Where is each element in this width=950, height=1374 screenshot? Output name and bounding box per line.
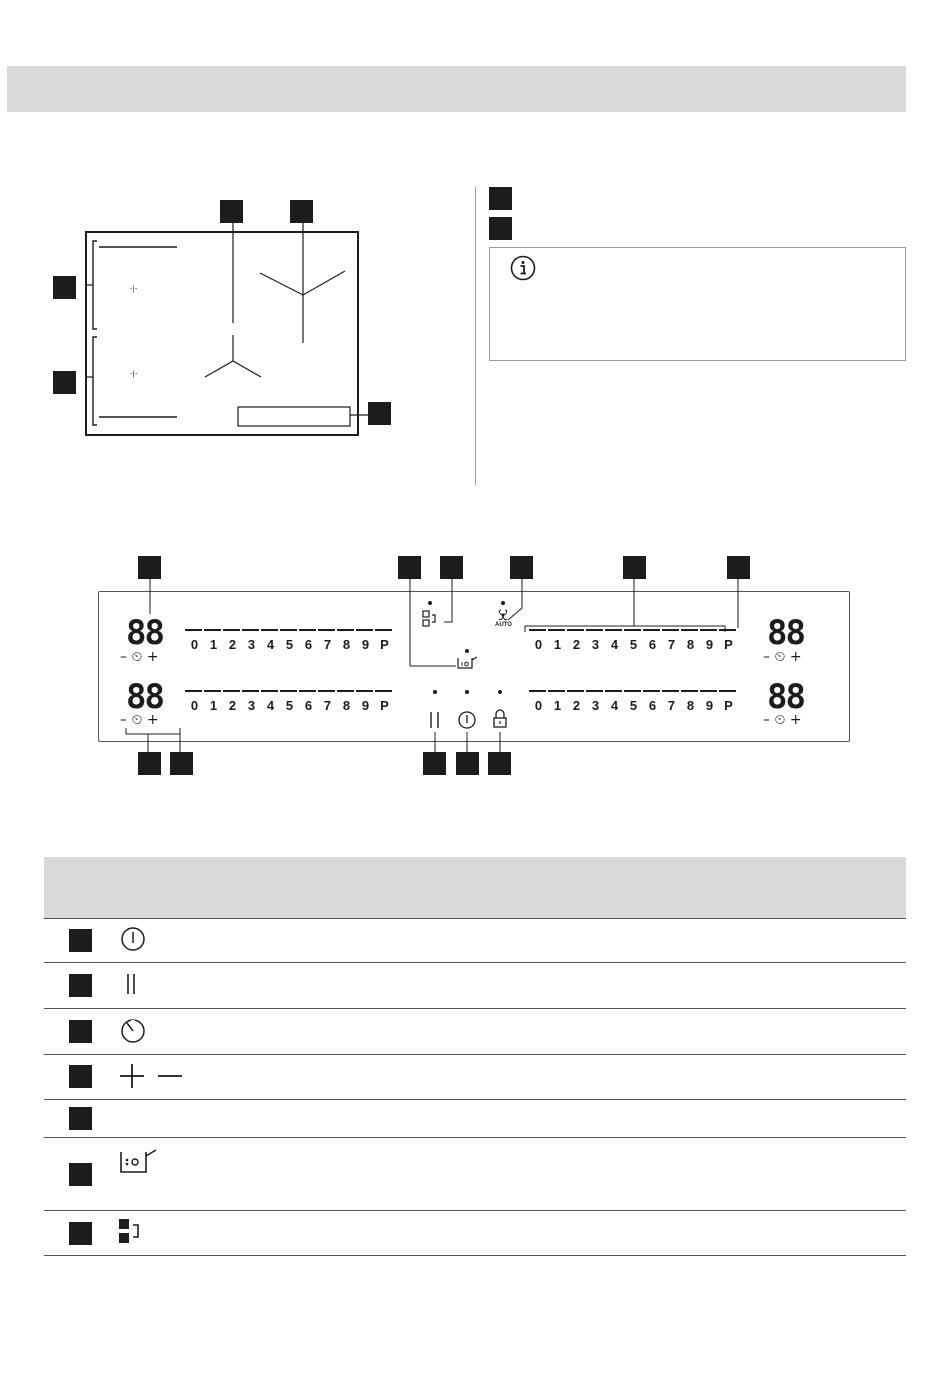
indicator-dot xyxy=(498,690,502,694)
power-level[interactable]: 7 xyxy=(323,698,332,713)
power-level[interactable]: 2 xyxy=(228,698,237,713)
power-level[interactable]: 7 xyxy=(667,698,676,713)
power-bars-right-top xyxy=(529,629,736,631)
power-level[interactable]: 4 xyxy=(266,698,275,713)
table-row-marker xyxy=(69,1107,92,1130)
power-level[interactable]: 8 xyxy=(342,637,351,652)
power-level[interactable]: P xyxy=(724,698,733,713)
power-level[interactable]: 4 xyxy=(610,698,619,713)
power-level[interactable]: P xyxy=(724,637,733,652)
power-level[interactable]: 1 xyxy=(553,698,562,713)
callout-marker xyxy=(170,752,193,775)
callout-marker xyxy=(488,752,511,775)
callout-marker xyxy=(423,752,446,775)
lock-icon[interactable] xyxy=(491,708,509,730)
pot-icon xyxy=(118,1148,160,1176)
cooktop-diagram xyxy=(85,195,395,440)
zone-bracket-bottom xyxy=(93,337,97,425)
table-header xyxy=(44,857,906,918)
power-level[interactable]: 3 xyxy=(591,637,600,652)
callout-marker xyxy=(290,200,313,223)
power-level[interactable]: 5 xyxy=(285,698,294,713)
power-level[interactable]: 3 xyxy=(247,698,256,713)
power-level[interactable]: 6 xyxy=(304,698,313,713)
plus-minus-icon xyxy=(118,1063,186,1089)
callout-marker xyxy=(456,752,479,775)
display-right-top: 88 xyxy=(767,613,804,653)
display-right-bottom: 88 xyxy=(767,677,804,717)
table-row-marker xyxy=(69,974,92,997)
power-bars-left-top xyxy=(185,629,392,631)
indicator-dot xyxy=(465,649,469,653)
pause-icon[interactable] xyxy=(426,710,444,730)
power-level[interactable]: 5 xyxy=(629,698,638,713)
power-level[interactable]: 6 xyxy=(648,637,657,652)
fan-icon[interactable] xyxy=(495,608,511,622)
column-divider xyxy=(475,187,476,485)
power-level[interactable]: 4 xyxy=(610,637,619,652)
table-row-marker xyxy=(69,1163,92,1186)
power-level[interactable]: 8 xyxy=(342,698,351,713)
on-off-icon xyxy=(120,926,146,952)
power-level[interactable]: 9 xyxy=(705,637,714,652)
table-row-marker xyxy=(69,929,92,952)
power-level[interactable]: 6 xyxy=(648,698,657,713)
indicator-dot xyxy=(428,601,432,605)
power-level[interactable]: 1 xyxy=(209,637,218,652)
legend-marker xyxy=(489,187,512,210)
indicator-dot xyxy=(501,601,505,605)
table-row-marker xyxy=(69,1020,92,1043)
pause-icon xyxy=(122,972,142,998)
power-level[interactable]: 1 xyxy=(553,637,562,652)
legend-marker xyxy=(489,217,512,240)
power-level[interactable]: 5 xyxy=(285,637,294,652)
power-level[interactable]: 9 xyxy=(361,637,370,652)
callout-marker xyxy=(220,200,243,223)
section-header-band xyxy=(7,66,906,112)
display-left-bottom: 88 xyxy=(126,677,163,717)
power-level[interactable]: 1 xyxy=(209,698,218,713)
bridge-icon xyxy=(118,1218,144,1246)
pot-icon[interactable] xyxy=(456,656,478,670)
display-left-top: 88 xyxy=(126,613,163,653)
callout-marker xyxy=(368,402,391,425)
power-level[interactable]: 2 xyxy=(572,698,581,713)
power-scale-right-bottom[interactable] xyxy=(529,698,738,713)
power-level[interactable]: 0 xyxy=(190,637,199,652)
indicator-dot xyxy=(433,690,437,694)
power-bars-right-bottom xyxy=(529,690,736,692)
power-level[interactable]: 7 xyxy=(323,637,332,652)
power-level[interactable]: 3 xyxy=(591,698,600,713)
power-level[interactable]: 4 xyxy=(266,637,275,652)
power-level[interactable]: P xyxy=(380,698,389,713)
table-row-marker xyxy=(69,1065,92,1088)
power-level[interactable]: 0 xyxy=(534,698,543,713)
power-level[interactable]: 5 xyxy=(629,637,638,652)
indicator-dot xyxy=(465,690,469,694)
power-scale-left-bottom[interactable] xyxy=(185,698,394,713)
power-level[interactable]: 8 xyxy=(686,698,695,713)
callout-marker xyxy=(53,276,76,299)
power-level[interactable]: 8 xyxy=(686,637,695,652)
timer-icon xyxy=(120,1017,148,1045)
power-level[interactable]: 6 xyxy=(304,637,313,652)
power-level[interactable]: 9 xyxy=(361,698,370,713)
power-bars-left-bottom xyxy=(185,690,392,692)
callout-marker xyxy=(53,371,76,394)
zone-marker-top: -|- xyxy=(130,285,138,293)
auto-label: AUTO xyxy=(495,622,512,628)
zone-bracket-top xyxy=(93,241,97,329)
power-level[interactable]: 9 xyxy=(705,698,714,713)
info-icon xyxy=(510,255,536,281)
bridge-icon[interactable] xyxy=(422,610,440,628)
power-scale-right-top[interactable] xyxy=(529,637,738,652)
on-off-icon[interactable] xyxy=(457,710,477,730)
power-level[interactable]: 7 xyxy=(667,637,676,652)
power-level[interactable]: 0 xyxy=(534,637,543,652)
power-level[interactable]: 2 xyxy=(228,637,237,652)
timer-controls-right-bottom[interactable]: – ⏲ + xyxy=(763,712,802,728)
info-box xyxy=(489,247,906,361)
timer-controls-left-bottom[interactable]: – ⏲ + xyxy=(120,712,159,728)
power-level[interactable]: P xyxy=(380,637,389,652)
timer-controls-left-top[interactable]: – ⏲ + xyxy=(120,649,159,665)
zone-marker-bottom: -|- xyxy=(130,370,138,378)
power-level[interactable]: 3 xyxy=(247,637,256,652)
callout-marker xyxy=(138,752,161,775)
timer-controls-right-top[interactable]: – ⏲ + xyxy=(763,649,802,665)
power-level[interactable]: 0 xyxy=(190,698,199,713)
power-level[interactable]: 2 xyxy=(572,637,581,652)
power-scale-left-top[interactable] xyxy=(185,637,394,652)
table-row-marker xyxy=(69,1222,92,1245)
